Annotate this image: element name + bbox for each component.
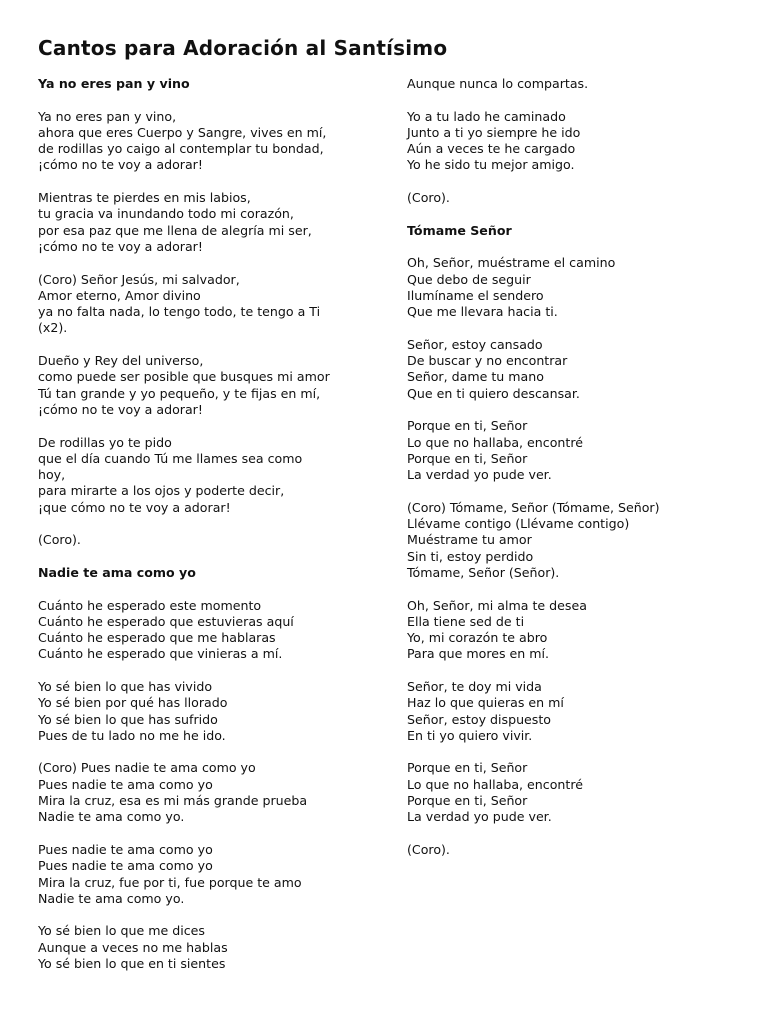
lyric-line: Porque en ti, Señor xyxy=(407,793,528,809)
stanza xyxy=(407,418,742,483)
lyric-line: Lo que no hallaba, encontré xyxy=(407,776,583,792)
lyric-line: Aún a veces te he cargado xyxy=(407,141,576,157)
page-title: Cantos para Adoración al Santísimo xyxy=(38,36,448,60)
chorus-stanza xyxy=(407,500,742,581)
lyric-line: Yo sé bien por qué has llorado xyxy=(38,695,228,711)
right-column xyxy=(407,76,742,875)
lyric-line: Mientras te pierdes en mis labios, xyxy=(38,190,251,206)
lyric-line: ya no falta nada, lo tengo todo, te tengo a Ti xyxy=(38,304,321,320)
lyric-line: Junto a ti yo siempre he ido xyxy=(407,124,581,140)
lyric-line: Porque en ti, Señor xyxy=(407,450,528,466)
song-title: Nadie te ama como yo xyxy=(38,564,196,580)
lyric-line: Señor, estoy dispuesto xyxy=(407,711,552,727)
lyric-line: Yo sé bien lo que en ti sientes xyxy=(38,956,226,972)
stanza xyxy=(38,923,380,972)
stanza xyxy=(407,76,742,92)
lyric-line: Pues nadie te ama como yo xyxy=(38,841,213,857)
lyric-line: La verdad yo pude ver. xyxy=(407,809,552,825)
lyric-line: Pues nadie te ama como yo xyxy=(38,858,213,874)
stanza xyxy=(38,598,380,663)
lyric-line: Pues de tu lado no me he ido. xyxy=(38,727,226,743)
lyric-line: Mira la cruz, fue por ti, fue porque te amo xyxy=(38,874,302,890)
lyric-line: Oh, Señor, mi alma te desea xyxy=(407,597,587,613)
stanza xyxy=(407,679,742,744)
lyric-line: ahora que eres Cuerpo y Sangre, vives en mí, xyxy=(38,124,327,140)
stanza xyxy=(38,435,380,516)
lyric-line: Cuánto he esperado que me hablaras xyxy=(38,630,276,646)
lyric-line: (Coro). xyxy=(407,190,450,206)
lyric-line: Señor, te doy mi vida xyxy=(407,678,542,694)
lyric-line: ¡cómo no te voy a adorar! xyxy=(38,401,203,417)
lyric-line: Que debo de seguir xyxy=(407,271,531,287)
stanza xyxy=(407,760,742,825)
lyric-line: Yo sé bien lo que has vivido xyxy=(38,678,213,694)
lyric-line: Muéstrame tu amor xyxy=(407,532,532,548)
chorus-ref xyxy=(407,842,742,858)
chorus-ref xyxy=(38,532,380,548)
lyric-line: (Coro) Tómame, Señor (Tómame, Señor) xyxy=(407,499,660,515)
lyric-line: Señor, dame tu mano xyxy=(407,369,544,385)
lyric-line: (Coro). xyxy=(407,841,450,857)
chorus-stanza xyxy=(38,272,380,337)
lyric-line: Ilumíname el sendero xyxy=(407,287,544,303)
lyric-line: Que me llevara hacia ti. xyxy=(407,304,558,320)
lyric-line: ¡que cómo no te voy a adorar! xyxy=(38,499,231,515)
chorus-ref xyxy=(407,190,742,206)
lyric-line: Tómame, Señor (Señor). xyxy=(407,564,560,580)
stanza xyxy=(407,598,742,663)
lyric-line: La verdad yo pude ver. xyxy=(407,467,552,483)
lyric-line: Yo, mi corazón te abro xyxy=(407,630,548,646)
lyric-line: Llévame contigo (Llévame contigo) xyxy=(407,516,630,532)
lyric-line: ¡cómo no te voy a adorar! xyxy=(38,238,203,254)
lyric-line: (Coro) Pues nadie te ama como yo xyxy=(38,760,256,776)
song-title: Ya no eres pan y vino xyxy=(38,76,190,91)
lyric-line: Amor eterno, Amor divino xyxy=(38,287,201,303)
lyric-line: por esa paz que me llena de alegría mi ser, xyxy=(38,222,312,238)
stanza xyxy=(38,190,380,255)
lyric-line: Yo sé bien lo que has sufrido xyxy=(38,711,218,727)
stanza xyxy=(38,842,380,907)
lyric-line: Mira la cruz, esa es mi más grande prueba xyxy=(38,793,308,809)
lyric-line: De buscar y no encontrar xyxy=(407,353,568,369)
lyric-line: Cuánto he esperado este momento xyxy=(38,597,262,613)
lyric-line: como puede ser posible que busques mi amor xyxy=(38,369,330,385)
lyric-line: ¡cómo no te voy a adorar! xyxy=(38,157,203,173)
lyric-line: (Coro). xyxy=(38,532,81,548)
lyric-line: Pues nadie te ama como yo xyxy=(38,776,213,792)
lyric-line: Ya no eres pan y vino, xyxy=(38,108,177,124)
lyric-line: Lo que no hallaba, encontré xyxy=(407,434,583,450)
lyric-line: Que en ti quiero descansar. xyxy=(407,385,580,401)
lyric-line: Nadie te ama como yo. xyxy=(38,890,185,906)
lyric-line: Nadie te ama como yo. xyxy=(38,809,185,825)
lyric-line: Tú tan grande y yo pequeño, y te fijas en mí, xyxy=(38,385,321,401)
lyric-line: Haz lo que quieras en mí xyxy=(407,695,564,711)
left-column xyxy=(38,76,380,989)
lyric-line: Aunque a veces no me hablas xyxy=(38,939,228,955)
lyric-line: (Coro) Señor Jesús, mi salvador, xyxy=(38,271,240,287)
lyric-line: En ti yo quiero vivir. xyxy=(407,727,533,743)
lyric-line: Aunque nunca lo compartas. xyxy=(407,76,589,91)
lyric-line: Yo a tu lado he caminado xyxy=(407,108,566,124)
lyric-line: tu gracia va inundando todo mi corazón, xyxy=(38,206,294,222)
stanza xyxy=(38,109,380,174)
lyric-line: para mirarte a los ojos y poderte decir, xyxy=(38,483,285,499)
song-title: Tómame Señor xyxy=(407,222,512,238)
lyric-line: Cuánto he esperado que vinieras a mí. xyxy=(38,646,283,662)
lyric-line: Porque en ti, Señor xyxy=(407,418,528,434)
lyric-line: que el día cuando Tú me llames sea como xyxy=(38,450,303,466)
lyric-line: (x2). xyxy=(38,320,68,336)
stanza xyxy=(407,109,742,174)
stanza xyxy=(38,679,380,744)
stanza xyxy=(407,255,742,320)
stanza xyxy=(407,337,742,402)
lyric-line: de rodillas yo caigo al contemplar tu bondad, xyxy=(38,141,324,157)
lyric-line: Yo sé bien lo que me dices xyxy=(38,923,205,939)
lyric-line: Para que mores en mí. xyxy=(407,646,550,662)
lyric-line: Yo he sido tu mejor amigo. xyxy=(407,157,575,173)
lyric-line: Ella tiene sed de ti xyxy=(407,613,525,629)
lyric-line: Sin ti, estoy perdido xyxy=(407,548,534,564)
stanza xyxy=(38,353,380,418)
lyric-line: Oh, Señor, muéstrame el camino xyxy=(407,255,616,271)
lyric-line: Dueño y Rey del universo, xyxy=(38,353,204,369)
lyric-line: Cuánto he esperado que estuvieras aquí xyxy=(38,613,294,629)
lyric-line: Porque en ti, Señor xyxy=(407,760,528,776)
lyric-line: Señor, estoy cansado xyxy=(407,336,543,352)
lyric-line: De rodillas yo te pido xyxy=(38,434,172,450)
lyric-line: hoy, xyxy=(38,467,66,483)
chorus-stanza xyxy=(38,760,380,825)
